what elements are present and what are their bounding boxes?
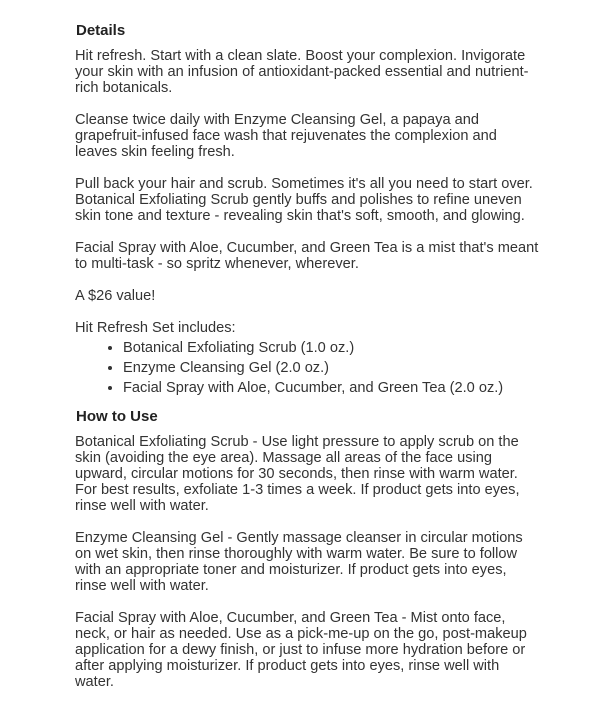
details-paragraph: Cleanse twice daily with Enzyme Cleansing Gel, a papaya and grapefruit-infused face wash that rejuvenates the complexion and leaves skin feeling fresh. [75,112,497,160]
how-to-use-heading: How to Use [76,408,158,425]
list-item: • Facial Spray with Aloe, Cucumber, and Green Tea (2.0 oz.) [123,378,540,398]
details-paragraph: Facial Spray with Aloe, Cucumber, and Green Tea is a mist that's meant to multi-task - so spritz whenever, wherever. [75,240,539,272]
how-to-use-paragraph: Botanical Exfoliating Scrub - Use light pressure to apply scrub on the skin (avoiding the eye area). Massage all areas of the face using upward, circular motions for 30 seconds, then rinse with warm water. For best results, exfoliate 1-3 times a week. If product gets into eyes, rinse well with water. [75,434,520,514]
list-item: • Botanical Exfoliating Scrub (1.0 oz.) [123,338,540,358]
includes-list [75,338,540,398]
details-heading: Details [76,22,126,39]
details-paragraph: Pull back your hair and scrub. Sometimes it's all you need to start over. Botanical Exfoliating Scrub gently buffs and polishes to refine uneven skin tone and texture - revealing skin that's soft, smooth, and glowing. [75,176,533,224]
list-item: • Enzyme Cleansing Gel (2.0 oz.) [123,358,540,378]
how-to-use-paragraph: Facial Spray with Aloe, Cucumber, and Green Tea - Mist onto face, neck, or hair as needed. Use as a pick-me-up on the go, post-makeup application for a dewy finish, or just to infuse more hydration before or after applying moisturizer. If product gets into eyes, rinse well with water. [75,610,527,690]
details-paragraph: Hit refresh. Start with a clean slate. Boost your complexion. Invigorate your skin with an infusion of antioxidant-packed essential and nutrient-rich botanicals. [75,48,529,96]
value-text: A $26 value! [75,288,156,304]
how-to-use-paragraph: Enzyme Cleansing Gel - Gently massage cleanser in circular motions on wet skin, then rinse thoroughly with warm water. Be sure to follow with an appropriate toner and moisturizer. If product gets into eyes, rinse well with water. [75,530,523,594]
includes-intro: Hit Refresh Set includes: [75,320,236,336]
